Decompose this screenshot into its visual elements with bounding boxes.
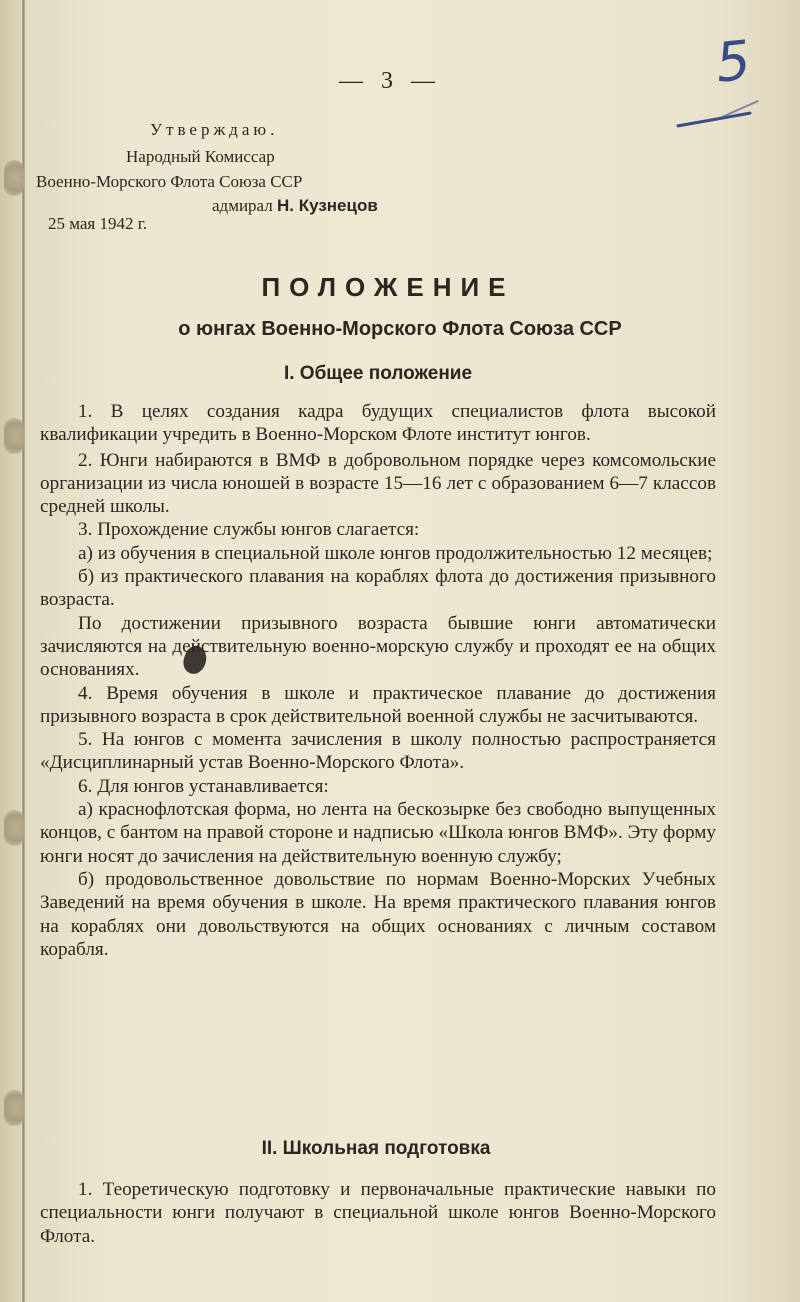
paragraph: 1. В целях создания кадра будущих специалистов флота высокой квалификации учредить в Военно-Морском Флоте институт юнгов. [40, 401, 716, 446]
paragraph: По достижении призывного возраста бывшие юнги автоматически зачисляются на действительную военно-морскую службу и проходят ее на общих основаниях. [40, 612, 716, 681]
document-subheading: о юнгах Военно-Морского Флота Союза ССР [178, 318, 622, 340]
paragraph: 6. Для юнгов устанавливается: [78, 775, 329, 797]
paragraph: 2. Юнги набираются в ВМФ в добровольном порядке через комсомольские организации из числа юношей в возрасте 15—16 лет с образованием 6—7 классов средней школы. [40, 449, 716, 518]
page-number: — 3 — [339, 68, 441, 94]
binding-hole [4, 160, 24, 196]
section-1-body [40, 400, 716, 961]
section-1-title: I. Общее положение [283, 363, 473, 384]
approval-organization: Военно-Морского Флота Союза ССР [36, 172, 303, 191]
paragraph: 5. На юнгов с момента зачисления в школу полностью распространяется «Дисциплинарный устав Военно-Морского Флота». [40, 729, 716, 774]
paragraph: 3. Прохождение службы юнгов слагается: [78, 519, 420, 541]
handwritten-page-number: 5 [712, 28, 754, 95]
section-2-title: II. Школьная подготовка [261, 1138, 491, 1159]
paragraph: б) продовольственное довольствие по нормам Военно-Морских Учебных Заведений на время обучения в школе. На время практического плавания юнгов на кораблях они довольствуются на общих основаниях с личным составом корабля. [40, 868, 716, 960]
binding-hole [4, 810, 24, 846]
document-heading: ПОЛОЖЕНИЕ [261, 272, 515, 302]
handwritten-mark [676, 111, 751, 127]
binding-hole [4, 418, 24, 454]
paragraph: б) из практического плавания на кораблях флота до достижения призывного возраста. [40, 566, 716, 611]
approval-signatory [212, 194, 378, 217]
approval-rank: адмирал [212, 196, 273, 215]
paragraph: а) из обучения в специальной школе юнгов продолжительностью 12 месяцев; [78, 542, 713, 564]
approval-date: 25 мая 1942 г. [48, 214, 148, 233]
section-2-body [40, 1178, 716, 1248]
binding-hole [4, 1090, 24, 1126]
approval-position: Народный Комиссар [126, 147, 275, 166]
approval-word: Утверждаю. [150, 120, 279, 139]
paragraph: 4. Время обучения в школе и практическое плавание до достижения призывного возраста в срок действительной военной службы не засчитываются. [40, 682, 716, 727]
paragraph: 1. Теоретическую подготовку и первоначальные практические навыки по специальности юнги получают в специальной школе юнгов Военно-Морского Флота. [40, 1179, 716, 1247]
paragraph: а) краснофлотская форма, но лента на бескозырке без свободно выпущенных концов, с бантом на правой стороне и надписью «Школа юнгов ВМФ». Эту форму юнги носят до зачисления на действительную военную службу; [40, 799, 716, 867]
approval-name: Н. Кузнецов [276, 196, 378, 215]
